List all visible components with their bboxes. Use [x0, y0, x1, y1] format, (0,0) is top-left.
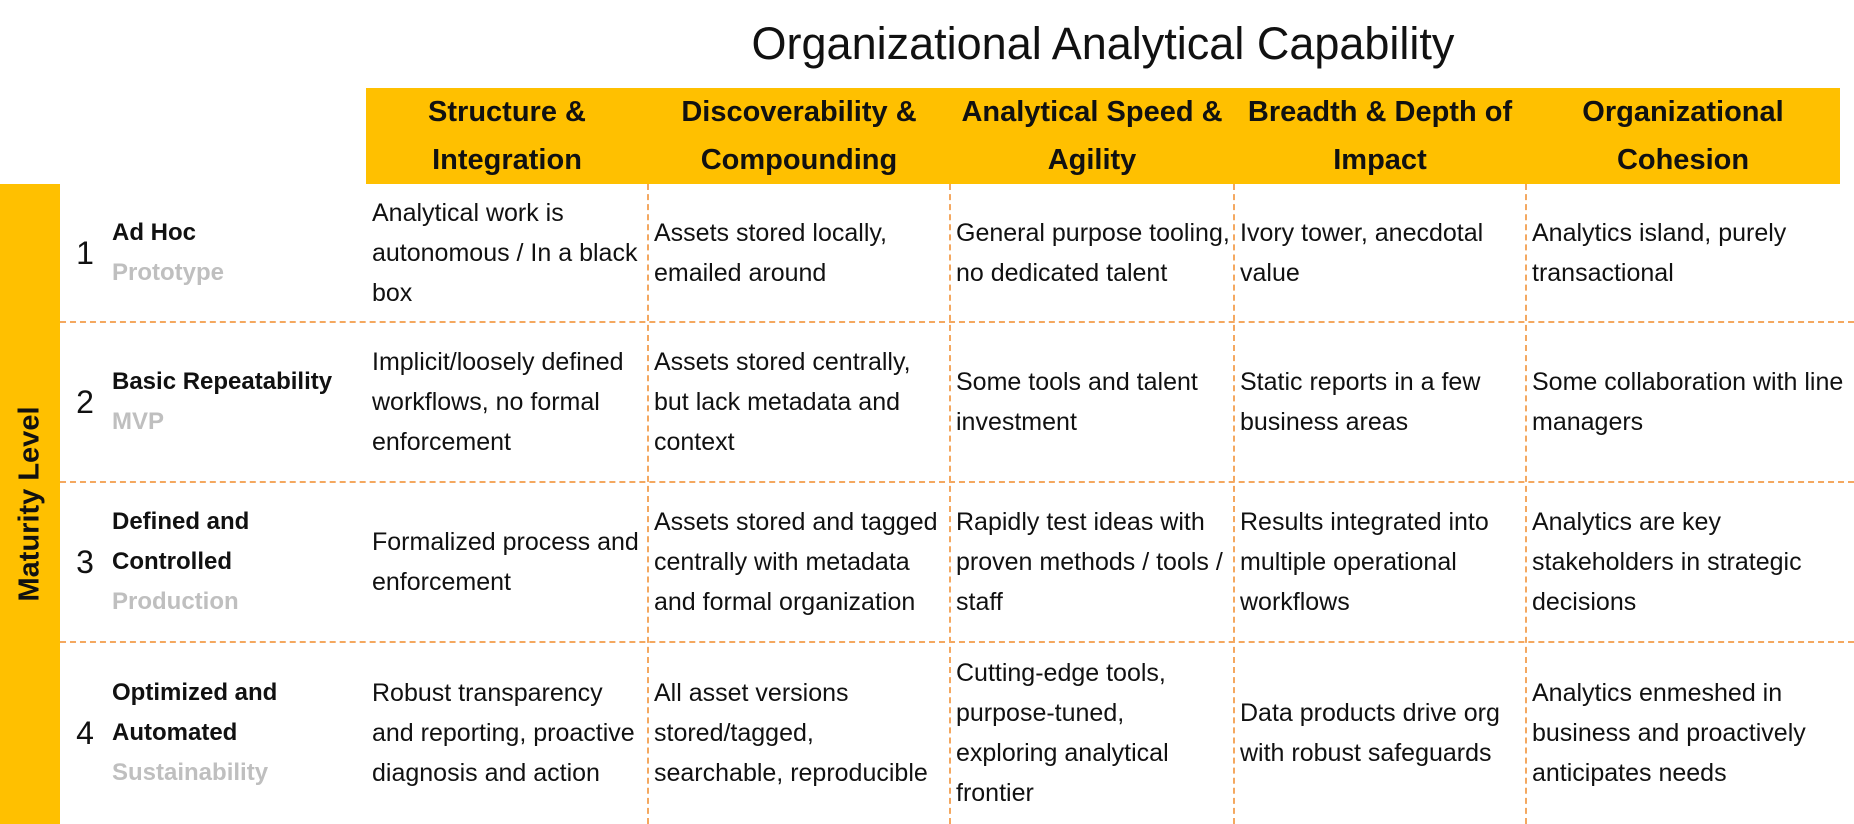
row-stage: Production — [112, 588, 239, 615]
table-cell: Formalized process and enforcement — [372, 528, 639, 596]
row-divider — [60, 481, 1854, 483]
column-divider — [949, 184, 951, 824]
table-cell: Ivory tower, anecdotal value — [1240, 219, 1484, 287]
row-number: 1 — [76, 234, 94, 271]
column-header-structure: Structure & Integration — [428, 96, 586, 176]
table-cell: Analytics are key stakeholders in strategic decisions — [1532, 508, 1802, 616]
row-name: Optimized and Automated — [112, 679, 278, 746]
column-header-cohesion: Organizational Cohesion — [1582, 96, 1784, 176]
column-header-breadth: Breadth & Depth of Impact — [1247, 96, 1513, 176]
table-cell: General purpose tooling, no dedicated talent — [956, 219, 1230, 287]
table-cell: Data products drive org with robust safeguards — [1240, 699, 1500, 767]
row-number: 2 — [76, 383, 94, 420]
column-header-speed: Analytical Speed & Agility — [961, 96, 1223, 176]
table-cell: Robust transparency and reporting, proactive diagnosis and action — [372, 679, 635, 787]
table-cell: Results integrated into multiple operational workflows — [1240, 508, 1489, 616]
row-name: Defined and Controlled — [112, 508, 250, 575]
table-cell: Static reports in a few business areas — [1240, 368, 1481, 436]
row-number: 3 — [76, 543, 94, 580]
row-label — [112, 482, 360, 642]
row-label — [112, 322, 360, 482]
row-name: Ad Hoc — [112, 219, 196, 246]
table-cell: All asset versions stored/tagged, searchable, reproducible — [654, 679, 928, 787]
table-cell: Analytics island, purely transactional — [1532, 219, 1787, 287]
table-cell: Assets stored centrally, but lack metadata and context — [654, 348, 911, 456]
column-divider — [1233, 184, 1235, 824]
row-stage: MVP — [112, 408, 165, 435]
column-divider — [647, 184, 649, 824]
page-title: Organizational Analytical Capability — [751, 18, 1455, 69]
row-stage: Prototype — [112, 259, 225, 286]
table-cell: Cutting-edge tools, purpose-tuned, exploring analytical frontier — [956, 659, 1169, 807]
row-divider — [60, 641, 1854, 643]
column-header-discoverability: Discoverability & Compounding — [681, 96, 917, 176]
row-divider — [60, 321, 1854, 323]
table-cell: Analytical work is autonomous / In a black box — [372, 199, 638, 307]
row-number: 4 — [76, 714, 94, 751]
table-cell: Rapidly test ideas with proven methods / tools / staff — [956, 508, 1223, 616]
row-label — [112, 184, 360, 322]
maturity-level-label: Maturity Level — [13, 406, 46, 602]
table-cell: Assets stored locally, emailed around — [654, 219, 887, 287]
table-cell: Implicit/loosely defined workflows, no formal enforcement — [372, 348, 624, 456]
table-cell: Assets stored and tagged centrally with metadata and formal organization — [654, 508, 938, 616]
row-stage: Sustainability — [112, 759, 269, 786]
table-cell: Some collaboration with line managers — [1532, 368, 1844, 436]
table-cell: Analytics enmeshed in business and proactively anticipates needs — [1532, 679, 1806, 787]
table-cell: Some tools and talent investment — [956, 368, 1198, 436]
row-label — [112, 642, 360, 824]
column-divider — [1525, 184, 1527, 824]
row-name: Basic Repeatability — [112, 368, 333, 395]
